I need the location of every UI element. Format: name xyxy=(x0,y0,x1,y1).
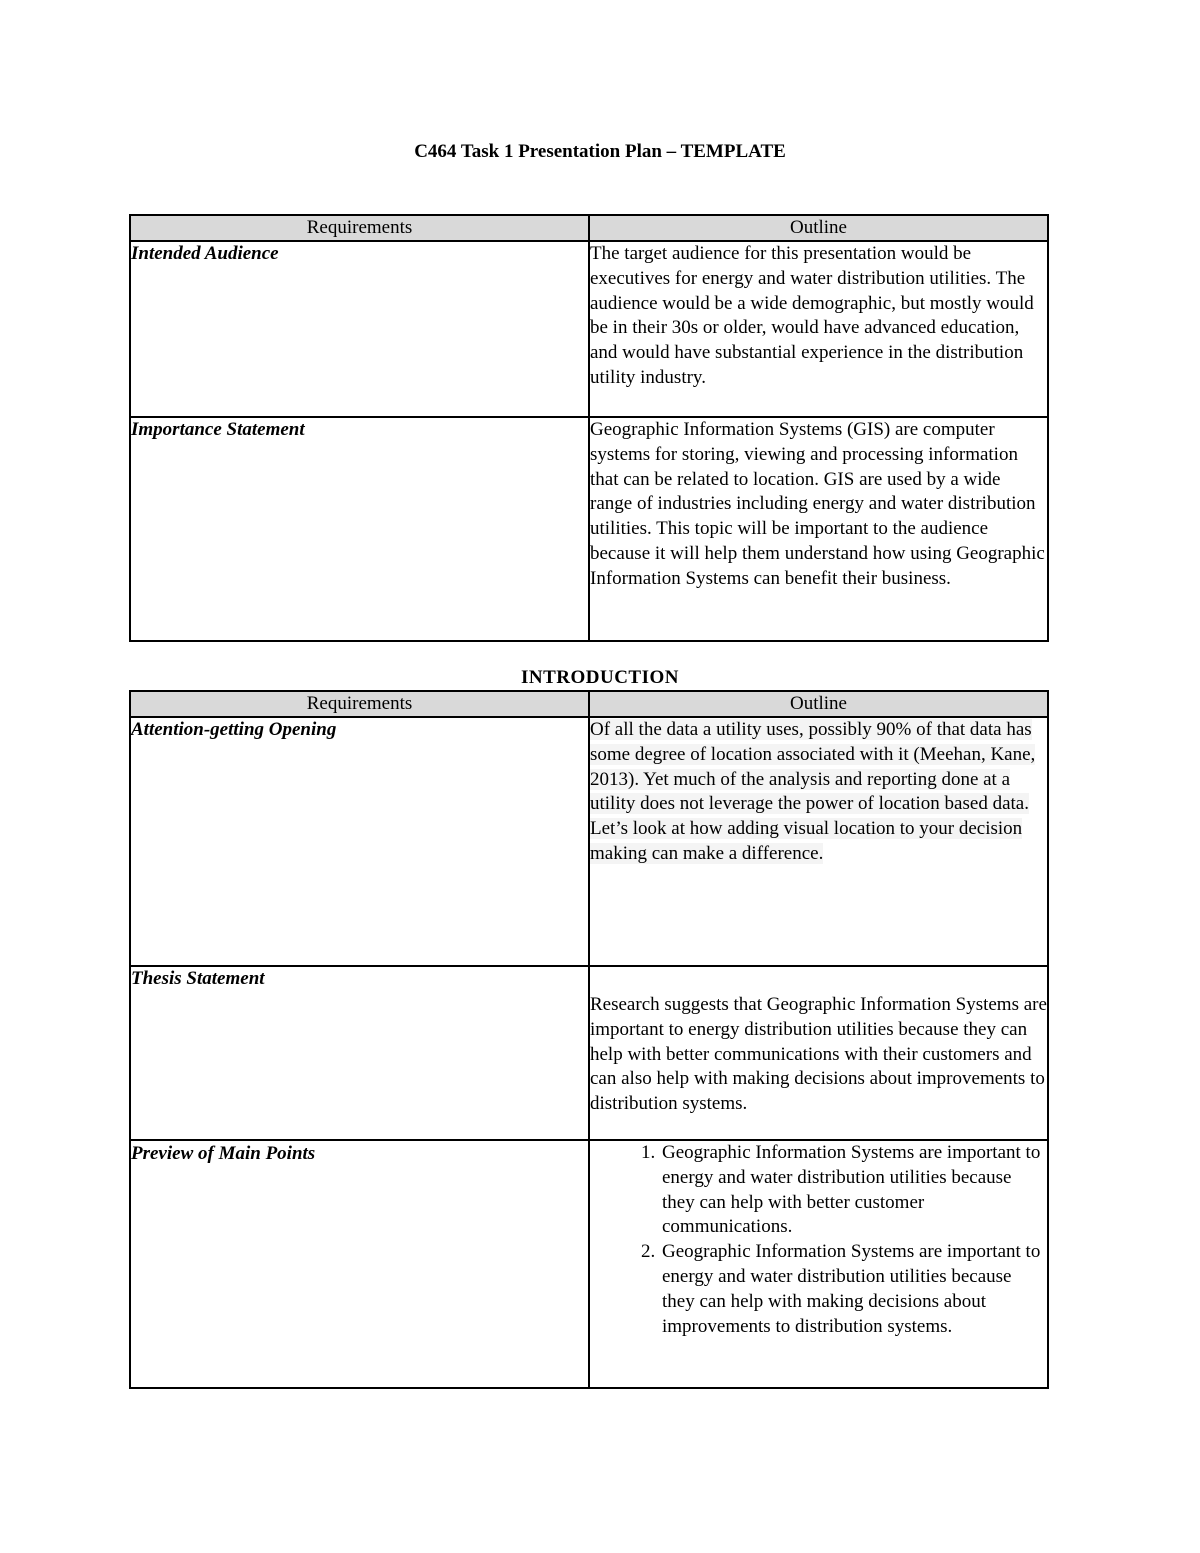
thesis-text: Research suggests that Geographic Information Systems are important to energy distribution utilities because they can help with better communications with their customers and can also help with making decisions about improvements to distribution systems. xyxy=(590,994,1047,1115)
attention-opening-text: Of all the data a utility uses, possibly 90% of that data has some degree of location associated with it (Meehan, Kane, 2013). Yet much of the analysis and reporting done at a utility does not leverage the power of location based data. Let’s look at how adding visual location to your decision making can make a difference. xyxy=(590,719,1036,864)
requirement-cell: Preview of Main Points xyxy=(130,1140,589,1388)
outline-cell: The target audience for this presentation would be executives for energy and water distribution utilities. The audience would be a wide demographic, but mostly would be in their 30s or older, would have advanced education, and would have substantial experience in the distribution utility industry. xyxy=(589,241,1048,417)
list-item: 1. Geographic Information Systems are important to energy and water distribution utilities because they can help with better customer communications. xyxy=(660,1141,1047,1240)
table-row xyxy=(130,1140,1048,1388)
table-header-row xyxy=(130,691,1048,717)
requirements-header: Requirements xyxy=(130,691,589,717)
document-title: C464 Task 1 Presentation Plan – TEMPLATE xyxy=(414,141,786,162)
requirement-cell: Intended Audience xyxy=(130,241,589,417)
main-points-list xyxy=(590,1141,1047,1339)
list-item: 2. Geographic Information Systems are important to energy and water distribution utilities because they can help with making decisions about improvements to distribution systems. xyxy=(660,1240,1047,1339)
introduction-heading: INTRODUCTION xyxy=(520,667,680,688)
outline-cell: Geographic Information Systems (GIS) are computer systems for storing, viewing and processing information that can be related to location. GIS are used by a wide range of industries including energy and water distribution utilities. This topic will be important to the audience because it will help them understand how using Geographic Information Systems can benefit their business. xyxy=(589,417,1048,641)
introduction-table xyxy=(129,690,1049,1389)
requirement-cell: Attention-getting Opening xyxy=(130,717,589,966)
outline-header: Outline xyxy=(589,691,1048,717)
table-row xyxy=(130,241,1048,417)
audience-importance-table xyxy=(129,214,1049,642)
table-header-row xyxy=(130,215,1048,241)
outline-cell xyxy=(589,717,1048,966)
table-row xyxy=(130,417,1048,641)
outline-cell xyxy=(589,966,1048,1140)
outline-header: Outline xyxy=(589,215,1048,241)
requirement-cell: Thesis Statement xyxy=(130,966,589,1140)
requirements-header: Requirements xyxy=(130,215,589,241)
table-row xyxy=(130,966,1048,1140)
table-row xyxy=(130,717,1048,966)
outline-cell xyxy=(589,1140,1048,1388)
requirement-cell: Importance Statement xyxy=(130,417,589,641)
